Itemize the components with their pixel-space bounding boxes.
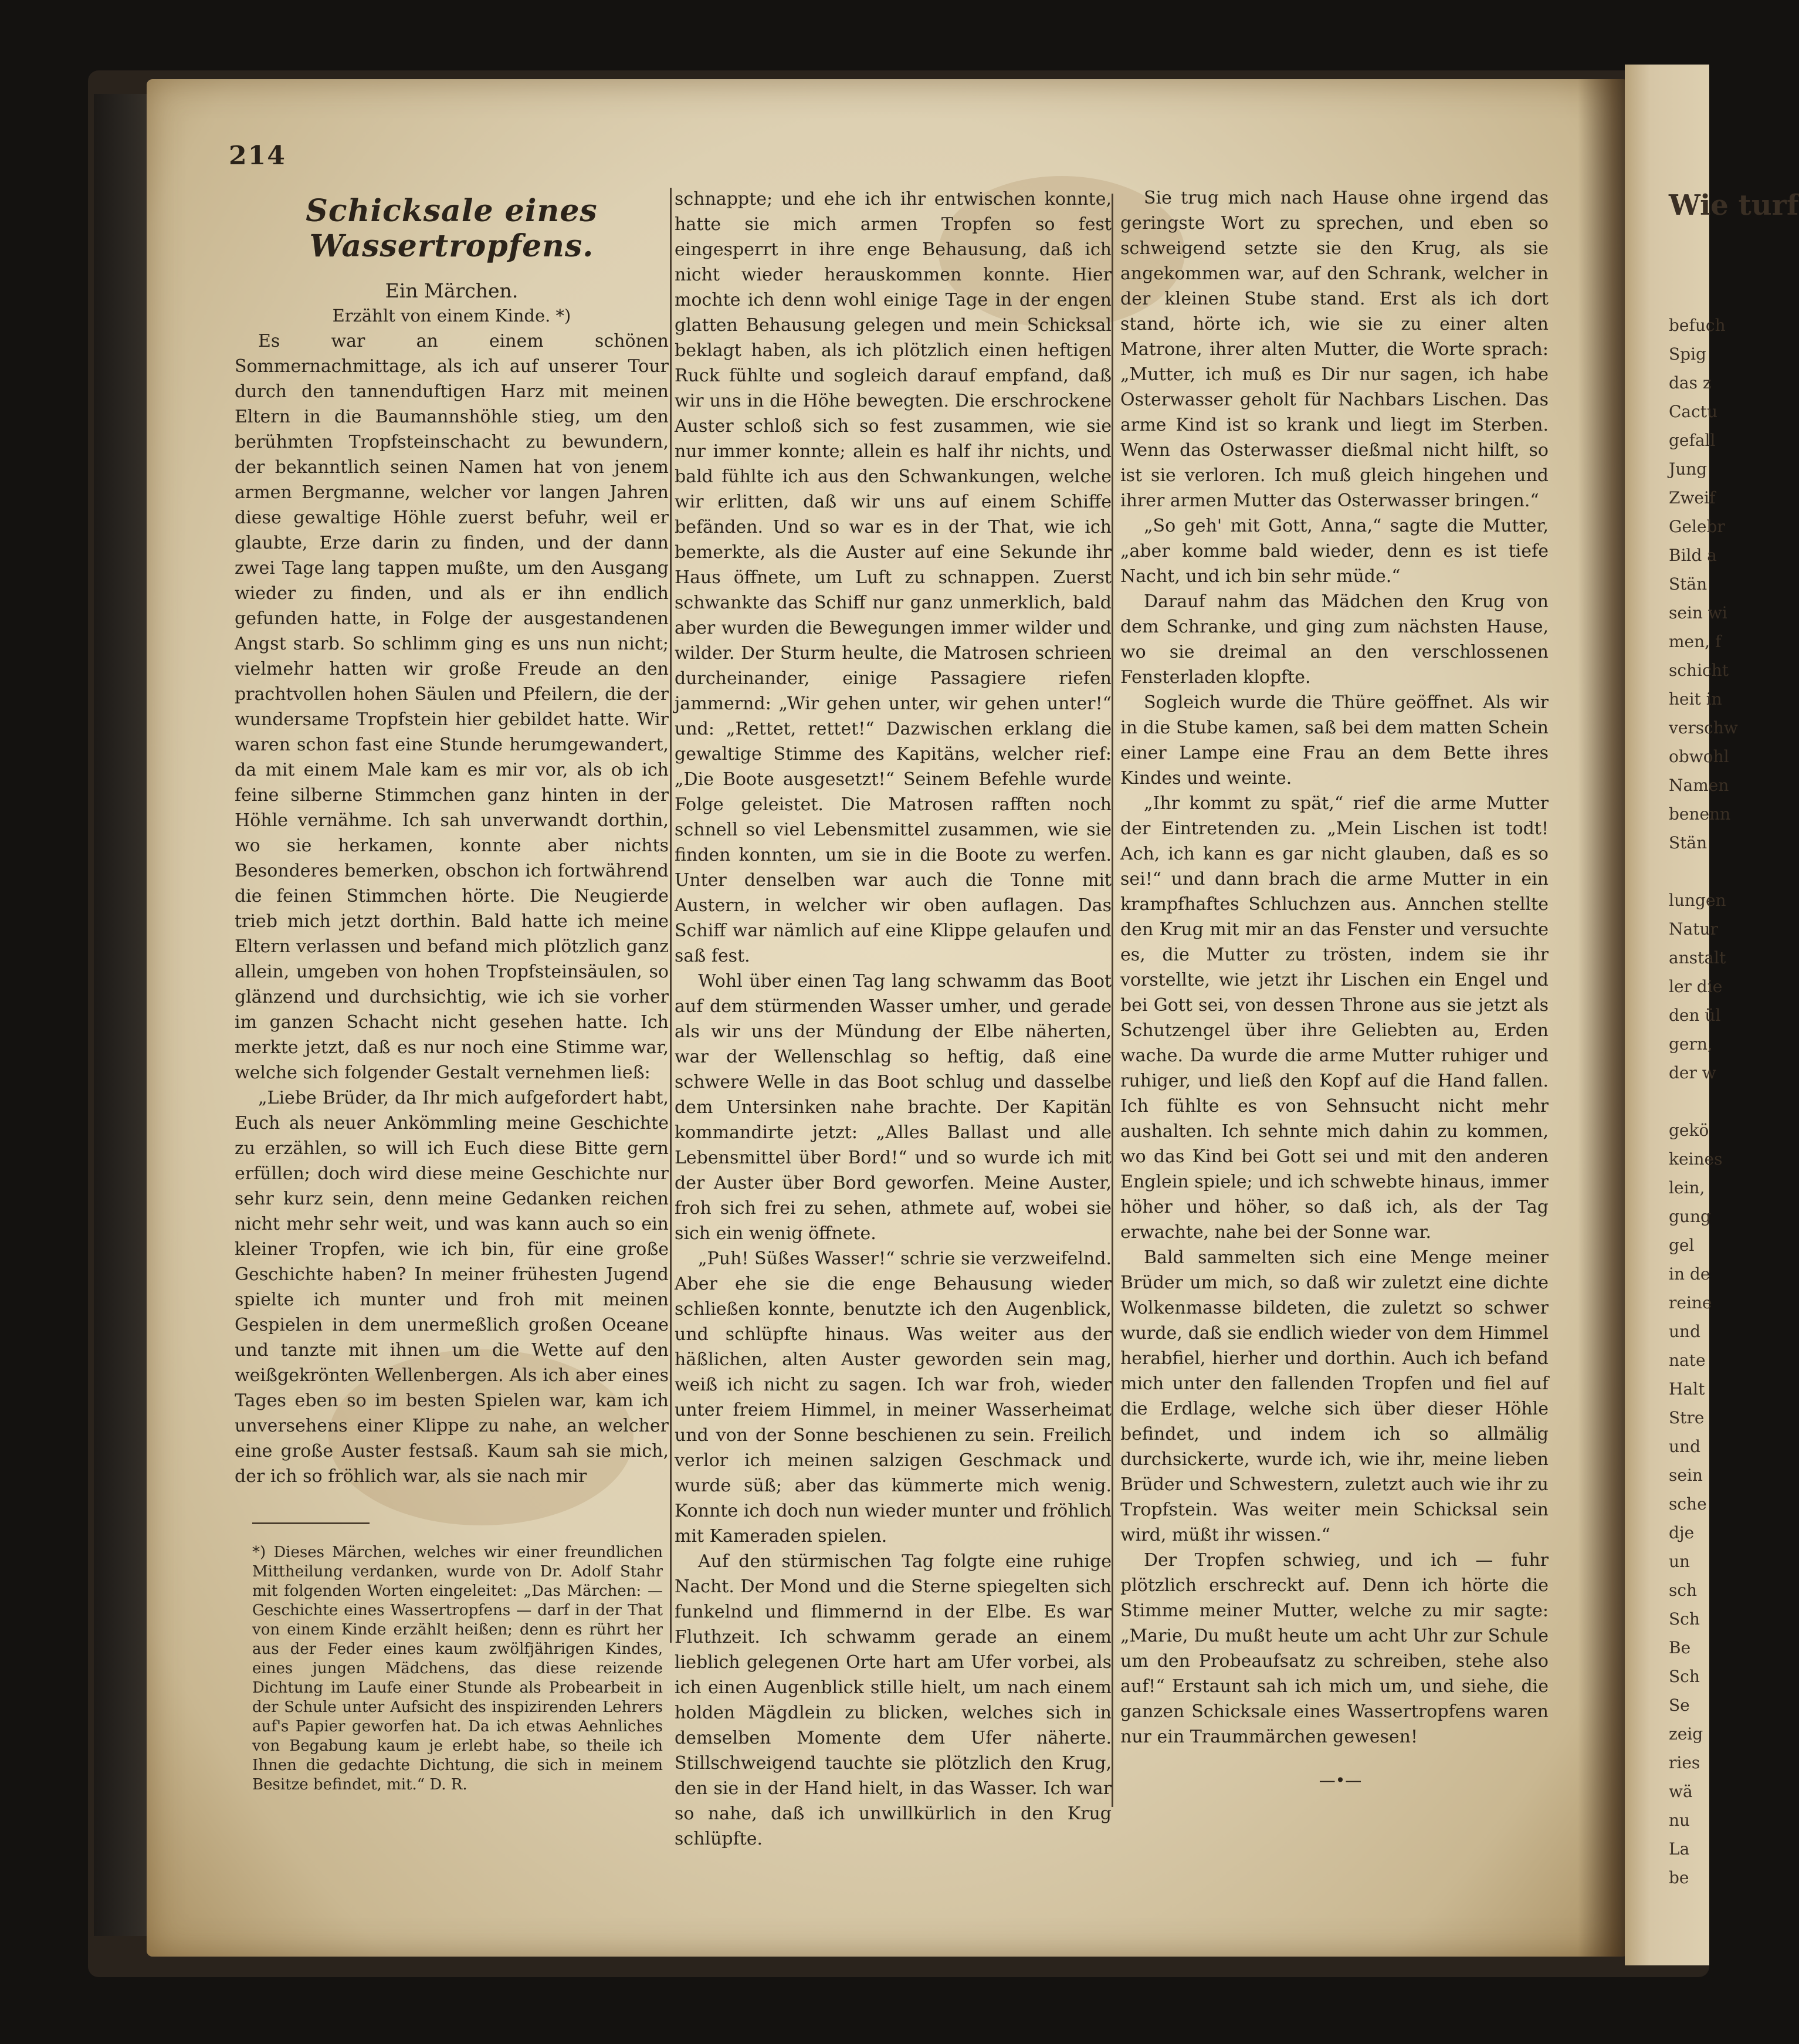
column-rule xyxy=(1112,194,1113,1807)
next-page-line: Spig xyxy=(1669,344,1706,364)
next-page-line: La xyxy=(1669,1839,1690,1859)
next-page-line: gern, xyxy=(1669,1034,1713,1054)
column-rule xyxy=(670,188,672,1643)
article-byline: Erzählt von einem Kinde. *) xyxy=(332,306,571,326)
page-number: 214 xyxy=(229,141,286,171)
article-subtitle: Ein Märchen. xyxy=(385,279,519,302)
next-page-line: verschw xyxy=(1669,718,1738,737)
next-page-line: Gelebr xyxy=(1669,517,1725,536)
next-page-line: zeig xyxy=(1669,1724,1703,1744)
paragraph: Bald sammelten sich eine Menge meiner Brüder um mich, so daß wir zuletzt eine dichte Wolkenmasse bildeten, die zuletzt so schwer wurde, daß sie endlich wieder von dem Himmel herabfiel, hierher und dorthin. Auch ich befand mich unter den fallenden Tropfen und fiel auf die Erdlage, welche sich über dieser Höhle befindet, und indem ich so allmälig durchsickerte, wurde ich, wie ihr, meine lieben Brüder und Schwestern, zuletzt auch wie ihr zu Tropfstein. Was weiter mein Schicksal sein wird, müßt ihr wissen.“ xyxy=(1120,1247,1549,1545)
next-page-line: Sch xyxy=(1669,1609,1700,1629)
next-page-line: be xyxy=(1669,1868,1689,1887)
paragraph: „Liebe Brüder, da Ihr mich aufgefordert habt, Euch als neuer Ankömmling meine Geschichte zu erzählen, so will ich Euch diese Bitte gern erfüllen; doch wird diese meine Geschichte nur sehr kurz sein, denn meine Gedanken reichen nicht mehr sehr weit, und was kann auch so ein kleiner Tropfen, wie ich bin, für eine große Geschichte haben? In meiner frühesten Jugend spielte ich munter und froh mit meinen Gespielen in dem unermeßlich großen Oceane und tanzte mit ihnen um die Wette auf den weißgekrönten Wellenbergen. Als ich aber eines Tages eben so im besten Spielen war, kam ich unversehens einer Klippe zu nahe, an welcher eine große Auster festsaß. Kaum sah sie mich, der ich so fröhlich war, als sie nach mir xyxy=(235,1088,669,1487)
next-page-line: und xyxy=(1669,1322,1700,1341)
next-page-line: in de xyxy=(1669,1264,1710,1284)
next-page-lines xyxy=(1669,311,1738,1892)
paragraph: „Puh! Süßes Wasser!“ schrie sie verzweifelnd. Aber ehe sie die enge Behausung wieder schließen konnte, benutzte ich den Augenblick, und schlüpfte hinaus. Was weiter aus der häßlichen, alten Auster geworden sein mag, weiß ich nicht zu sagen. Ich war froh, wieder unter freiem Himmel, in meiner Wasserheimat und von der Sonne beschienen zu sein. Freilich verlor ich meinen salzigen Geschmack und wurde süß; aber das kümmerte mich wenig. Konnte ich doch nun wieder munter und fröhlich mit Kameraden spielen. xyxy=(675,1248,1112,1546)
paragraph: Der Tropfen schwieg, und ich — fuhr plötzlich erschreckt auf. Denn ich hörte die Stimme meiner Mutter, welche zu mir sagte: „Marie, Du mußt heute um acht Uhr zur Schule um den Probeaufsatz zu schreiben, stehe also auf!“ Erstaunt sah ich mich um, und siehe, die ganzen Schicksale eines Wassertropfens waren nur ein Traummärchen gewesen! xyxy=(1120,1550,1549,1747)
next-page-line: Stre xyxy=(1669,1408,1705,1427)
paragraph: Darauf nahm das Mädchen den Krug von dem Schranke, und ging zum nächsten Hause, wo sie dreimal an den verschlossenen Fensterladen klopfte. xyxy=(1120,591,1549,688)
next-page-line: lungen xyxy=(1669,891,1726,910)
paragraph: Wohl über einen Tag lang schwamm das Boot auf dem stürmenden Wasser umher, und gerade als wir uns der Mündung der Elbe näherten, war der Wellenschlag so heftig, daß eine schwere Welle in das Boot schlug und dasselbe dem Untersinken nahe brachte. Der Kapitän kommandirte jetzt: „Alles Ballast und alle Lebensmittel über Bord!“ und so wurde ich mit der Auster über Bord geworfen. Meine Auster, froh sich frei zu sehen, athmete auf, wobei sie sich ein wenig öffnete. xyxy=(675,971,1112,1244)
next-page-line: der w xyxy=(1669,1063,1716,1082)
next-page-line: Zweif xyxy=(1669,488,1716,507)
next-page-line: Se xyxy=(1669,1696,1690,1715)
next-page-line: nu xyxy=(1669,1811,1690,1830)
next-page-line: Namen xyxy=(1669,776,1729,795)
next-page-line: und xyxy=(1669,1437,1700,1456)
next-page-line: sein xyxy=(1669,1466,1703,1485)
footnote-rule xyxy=(252,1522,370,1524)
next-page-text xyxy=(1669,188,1799,1892)
next-page-line: keines xyxy=(1669,1149,1723,1169)
next-page-line: ler die xyxy=(1669,977,1723,996)
next-page-line: gel xyxy=(1669,1236,1695,1255)
next-page-line: nate xyxy=(1669,1351,1706,1370)
next-page-line: sein wi xyxy=(1669,603,1727,622)
paragraph: Es war an einem schönen Sommernachmittage, als ich auf unserer Tour durch den tannenduftigen Harz mit meinen Eltern in die Baumannshöhle stieg, um den berühmten Tropfsteinschacht zu bewundern, der bekanntlich seinen Namen hat von jenem armen Bergmanne, welcher vor langen Jahren diese gewaltige Höhle zuerst befuhr, weil er glaubte, Erze darin zu finden, und der dann zwei Tage lang tappen mußte, um den Ausgang wieder zu finden, und als er ihn endlich gefunden hatte, in Folge der ausgestandenen Angst starb. So schlimm ging es uns nun nicht; vielmehr hatten wir große Freude an den prachtvollen hohen Säulen und Pfeilern, die der wundersame Tropfstein hier gebildet hatte. Wir waren schon fast eine Stunde herumgewandert, da mit einem Male kam es mir vor, als ob ich feine silberne Stimmchen ganz hinten in der Höhle vernähme. Ich sah unverwandt dorthin, wo sie herkamen, konnte aber nichts Besonderes bemerken, obschon ich fortwährend die feinen Stimmchen hörte. Die Neugierde trieb mich jetzt dorthin. Bald hatte ich meine Eltern verlassen und befand mich plötzlich ganz allein, umgeben von hohen Tropfsteinsäulen, so glänzend und durchsichtig, wie ich sie vorher im ganzen Schacht nicht gesehen hatte. Ich merkte jetzt, daß es nur noch eine Stimme war, welche sich folgender Gestalt vernehmen ließ: xyxy=(235,331,669,1083)
next-page-line xyxy=(1669,857,1710,886)
next-page-line: dje xyxy=(1669,1523,1695,1542)
next-page-line: un xyxy=(1669,1552,1690,1571)
next-page-line: Cactu xyxy=(1669,402,1718,421)
text-column-3 xyxy=(1120,185,1549,1749)
next-page-line: Jung xyxy=(1669,459,1707,479)
next-page-line: das z xyxy=(1669,373,1712,392)
next-page-line: Stän xyxy=(1669,833,1707,852)
next-page-line: men, f xyxy=(1669,632,1722,651)
article-title: Schicksale eines Wassertropfens. xyxy=(306,193,598,264)
next-page-line: reine xyxy=(1669,1293,1712,1312)
paragraph: Sogleich wurde die Thüre geöffnet. Als wir in die Stube kamen, saß bei dem matten Schein einer Lampe eine Frau an dem Bette ihres Kindes und weinte. xyxy=(1120,692,1549,789)
next-page-line: befuch xyxy=(1669,316,1726,335)
next-page-line: Natur xyxy=(1669,919,1718,939)
next-page-line: Be xyxy=(1669,1638,1691,1657)
text-column-1 xyxy=(235,188,669,1489)
next-page-line: Sch xyxy=(1669,1667,1700,1686)
paragraph: „So geh' mit Gott, Anna,“ sagte die Mutter, „aber komme bald wieder, denn es ist tiefe Nacht, und ich bin sehr müde.“ xyxy=(1120,516,1549,587)
next-page-line: benenn xyxy=(1669,804,1731,824)
next-page-line: wä xyxy=(1669,1782,1693,1801)
next-page-line: Halt xyxy=(1669,1379,1705,1399)
next-page-line: gung xyxy=(1669,1207,1711,1226)
next-page-line: lein, xyxy=(1669,1178,1705,1197)
next-page-line: anstalt xyxy=(1669,948,1726,967)
next-page-line: Bild a xyxy=(1669,546,1717,565)
next-page-title: Wie turf xyxy=(1669,189,1799,222)
next-page-line: schicht xyxy=(1669,661,1729,680)
next-page-line: sche xyxy=(1669,1494,1707,1514)
next-page-line: heit in xyxy=(1669,689,1722,709)
end-ornament: —•— xyxy=(1319,1771,1362,1790)
paragraph: schnappte; und ehe ich ihr entwischen konnte, hatte sie mich armen Tropfen so fest eingesperrt in ihre enge Behausung, daß ich nicht wieder herauskommen konnte. Hier mochte ich denn wohl einige Tage in der engen glatten Behausung gelegen und mein Schicksal beklagt haben, als ich plötzlich einen heftigen Ruck fühlte und sogleich darauf empfand, daß wir uns in die Höhe bewegten. Die erschrockene Auster schloß sich so fest zusammen, wie sie nur immer konnte; allein es half ihr nichts, und bald fühlte ich aus den Schwankungen, welche wir erlitten, daß wir uns auf einem Schiffe befänden. Und so war es in der That, wie ich bemerkte, als die Auster auf eine Sekunde ihr Haus öffnete, um Luft zu schnappen. Zuerst schwankte das Schiff nur ganz unmerklich, bald aber wurden die Bewegungen immer wilder und wilder. Der Sturm heulte, die Matrosen schrieen durcheinander, einige Passagiere riefen jammernd: „Wir gehen unter, wir gehen unter!“ und: „Rettet, rettet!“ Dazwischen erklang die gewaltige Stimme des Kapitäns, welcher rief: „Die Boote ausgesetzt!“ Seinem Befehle wurde Folge geleistet. Die Matrosen rafften noch schnell so viel Lebensmittel zusammen, wie sie finden konnten, um sie in die Boote zu werfen. Unter denselben war auch die Tonne mit Austern, in welcher wir oben auflagen. Das Schiff war nämlich auf eine Klippe gelaufen und saß fest. xyxy=(675,189,1112,966)
text-column-2 xyxy=(675,187,1112,1852)
next-page-line: den ül xyxy=(1669,1006,1721,1025)
next-page-line: gekö xyxy=(1669,1121,1709,1140)
next-page-line: ries xyxy=(1669,1753,1700,1772)
paragraph: „Ihr kommt zu spät,“ rief die arme Mutter der Eintretenden zu. „Mein Lischen ist todt! Ach, ich kann es gar nicht glauben, daß es so sei!“ und dann brach die arme Mutter in ein krampfhaftes Schluchzen aus. Annchen stellte den Krug mit mir an das Fenster und versuchte es, die Mutter zu trösten, indem sie ihr vorstellte, wie jetzt ihr Lischen ein Engel und bei Gott sei, von dessen Throne aus sie jetzt als Schutzengel über ihre Geliebten au, Erden wache. Da wurde die arme Mutter ruhiger und ruhiger, und ließ den Kopf auf die Hand fallen. Ich fühlte es von Sehnsucht nicht mehr aushalten. Ich sehnte mich dahin zu kommen, wo das Kind bei Gott sei und mit den anderen Englein spiele; und ich schwebte hinaus, immer höher und höher, so daß ich, als der Tag erwachte, nahe bei der Sonne war. xyxy=(1120,793,1549,1243)
paragraph: Sie trug mich nach Hause ohne irgend das geringste Wort zu sprechen, und eben so schweigend setzte sie den Krug, als sie angekommen war, auf den Schrank, welcher in der kleinen Stube stand. Erst als ich dort stand, hörte ich, wie sie zu einer alten Matrone, ihrer alten Mutter, die Worte sprach: „Mutter, ich muß es Dir nur sagen, ich habe Osterwasser geholt für Nachbars Lischen. Das arme Kind ist so krank und liegt im Sterben. Wenn das Osterwasser dießmal nicht hilft, so ist sie verloren. Ich muß gleich hingehen und ihrer armen Mutter das Osterwasser bringen.“ xyxy=(1120,188,1549,511)
paragraph: Auf den stürmischen Tag folgte eine ruhige Nacht. Der Mond und die Sterne spiegelten sich funkelnd und flimmernd in der Elbe. Es war Fluthzeit. Ich schwamm gerade an einem lieblich gelegenen Orte hart am Ufer vorbei, als ich einen Augenblick stille hielt, um nach einem holden Mägdlein zu blicken, welches sich in demselben Momente dem Ufer näherte. Stillschweigend tauchte sie plötzlich den Krug, den sie in der Hand hielt, in das Wasser. Ich war so nahe, daß ich unwillkürlich in den Krug schlüpfte. xyxy=(675,1551,1112,1849)
footnote: *) Dieses Märchen, welches wir einer freundlichen Mittheilung verdanken, wurde von Dr. Adolf Stahr mit folgenden Worten eingeleitet: „Das Märchen: — Geschichte eines Wassertropfens — darf in der That von einem Kinde erzählt heißen; denn es rührt her aus der Feder eines kaum zwölfjährigen Kindes, eines jungen Mädchens, das diese reizende Dichtung im Laufe einer Stunde als Probearbeit in der Schule unter Aufsicht des inspizirenden Lehrers auf's Papier geworfen hat. Da ich etwas Aehnliches von Begabung kaum je erlebt habe, so theile ich Ihnen die gedachte Dichtung, die sich in meinem Besitze befindet, mit.“ D. R. xyxy=(252,1544,663,1793)
next-page-line: obwohl xyxy=(1669,747,1729,766)
next-page-line xyxy=(1669,1087,1710,1116)
next-page-line: Stän xyxy=(1669,574,1707,594)
next-page-line: sch xyxy=(1669,1581,1698,1600)
next-page-line: gefall xyxy=(1669,431,1716,450)
